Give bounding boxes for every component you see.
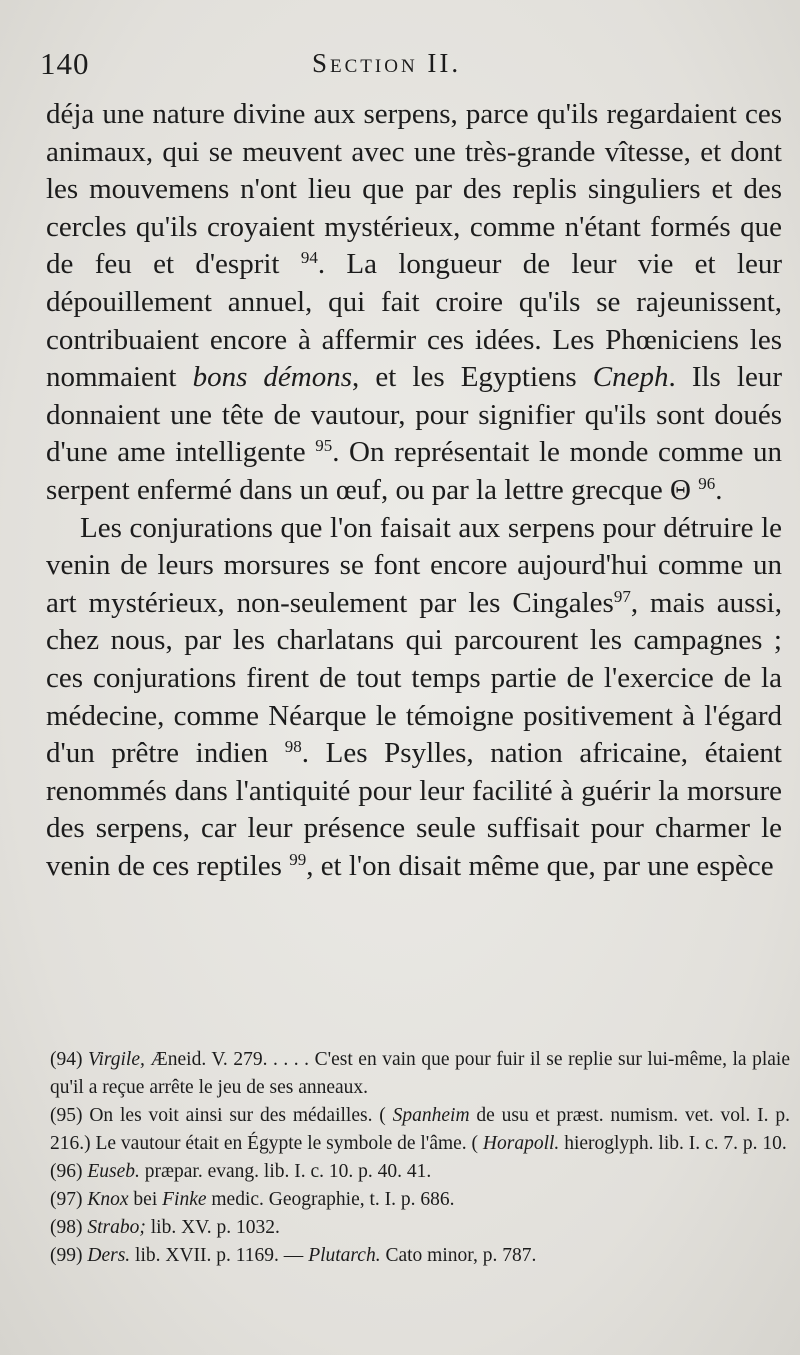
text-run: (94) xyxy=(50,1049,89,1070)
text-run: Æneid. V. 279. . . . . C'est en vain que pour fuir il se replie sur lui-même, la plaie qu'il a reçue arrête le jeu de ses anneaux. xyxy=(50,1049,790,1098)
text-run: déja une nature divine aux serpens, parce qu'ils regardaient ces animaux, qui se meuvent avec une très-grande vîtesse, et dont les mouvemens n'ont lieu que par des replis singuliers et des cercles qu'ils croyaient mystérieux, comme n'étant formés que de feu et d'esprit xyxy=(46,98,782,281)
footnote xyxy=(50,1046,790,1102)
footnote xyxy=(50,1186,790,1214)
text-run: (99) xyxy=(50,1245,88,1266)
text-run: , mais aussi, chez nous, par les charlatans qui parcourent les campagnes ; ces conjurations firent de tout temps partie de l'exercice de la médecine, comme Néarque le témoigne positivement à l'égard d'un prêtre indien xyxy=(46,586,782,770)
italic-text: Strabo; xyxy=(87,1217,146,1238)
text-run: (97) xyxy=(50,1189,88,1210)
text-run: bei xyxy=(128,1189,163,1210)
footnote-ref: 98 xyxy=(284,737,302,757)
italic-text: Cneph xyxy=(592,361,669,394)
text-run: præpar. evang. lib. I. c. 10. p. 40. 41. xyxy=(139,1161,432,1182)
text-run: de usu et præst. numism. vet. vol. I. p. 216.) Le vautour était en Égypte le symbole de l'âme. ( xyxy=(50,1105,790,1154)
text-run: , et l'on disait même que, par une espèce xyxy=(306,849,774,882)
text-run: , et les Egyptiens xyxy=(352,361,593,394)
text-run: . xyxy=(715,473,723,506)
text-run: (96) xyxy=(50,1161,88,1182)
footnote-ref: 97 xyxy=(613,586,631,606)
italic-text: Finke xyxy=(162,1189,207,1210)
footnote xyxy=(50,1158,790,1186)
text-run: (95) On les voit ainsi sur des médailles. ( xyxy=(50,1105,393,1126)
text-run: (98) xyxy=(50,1217,88,1238)
page-number: 140 xyxy=(40,46,90,81)
text-run: Les conjurations que l'on faisait aux serpens pour détruire le venin de leurs morsures se font encore aujourd'hui comme un art mystérieux, non-seulement par les Cingales xyxy=(46,511,782,619)
body-text xyxy=(46,96,782,885)
text-run: hieroglyph. lib. I. c. 7. p. 10. xyxy=(559,1133,787,1154)
italic-text: Virgile, xyxy=(88,1049,151,1070)
italic-text: Horapoll. xyxy=(482,1133,560,1154)
footnote-ref: 94 xyxy=(300,248,318,268)
footnote xyxy=(50,1242,790,1270)
text-run: . La longueur de leur vie et leur dépouillement annuel, qui fait croire qu'ils se rajeunissent, contribuaient encore à affermir ces idées. Les Phœniciens les nommaient xyxy=(46,248,782,394)
paragraph xyxy=(46,510,782,886)
footnote-ref: 99 xyxy=(289,849,307,869)
text-run: . Ils leur donnaient une tête de vautour, pour signifier qu'ils sont doués d'une ame intelligente xyxy=(46,361,782,469)
text-run: lib. XVII. p. 1169. — xyxy=(130,1245,309,1266)
paragraph xyxy=(46,96,782,510)
italic-text: bons démons xyxy=(192,361,353,394)
italic-text: Plutarch. xyxy=(308,1245,381,1266)
italic-text: Ders. xyxy=(87,1245,131,1266)
text-run: medic. Geographie, t. I. p. 686. xyxy=(206,1189,455,1210)
footnotes xyxy=(50,1046,790,1270)
footnote-ref: 96 xyxy=(698,473,716,493)
italic-text: Knox xyxy=(87,1189,129,1210)
footnote xyxy=(50,1214,790,1242)
footnote-ref: 95 xyxy=(315,436,333,456)
running-head xyxy=(40,46,780,96)
italic-text: Spanheim xyxy=(392,1105,470,1126)
text-run: Cato minor, p. 787. xyxy=(380,1245,537,1266)
footnote xyxy=(50,1102,790,1158)
text-run: . Les Psylles, nation africaine, étaient renommés dans l'antiquité pour leur facilité à guérir la morsure des serpens, car leur présence seule suffisait pour charmer le venin de ces reptiles xyxy=(46,737,782,882)
italic-text: Euseb. xyxy=(87,1161,140,1182)
text-run: . On représentait le monde comme un serpent enfermé dans un œuf, ou par la lettre grecque Θ xyxy=(46,436,782,506)
section-title: Section II. xyxy=(312,48,462,78)
text-run: lib. XV. p. 1032. xyxy=(145,1217,280,1238)
